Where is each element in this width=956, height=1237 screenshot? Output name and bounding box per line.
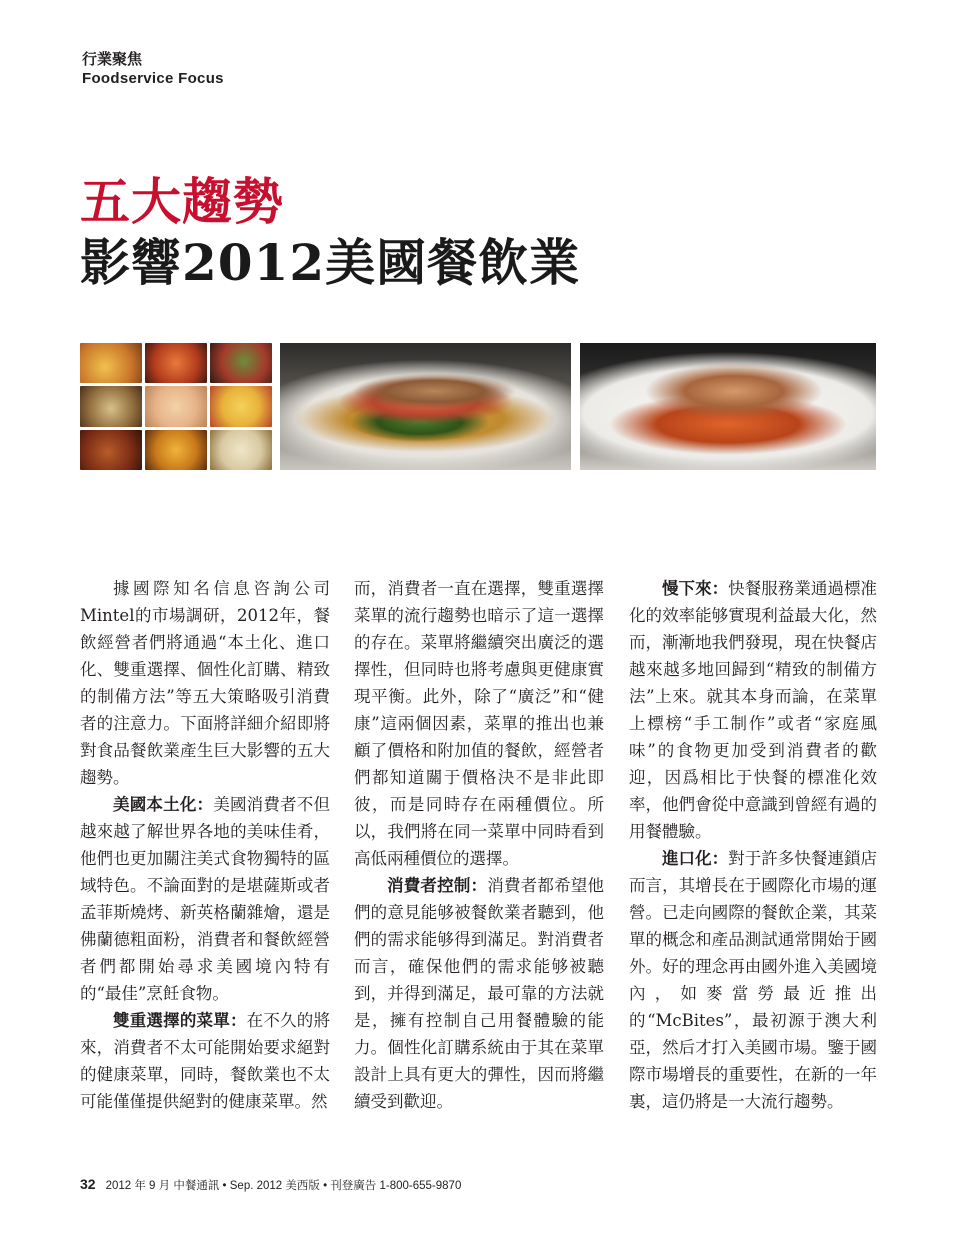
paragraph-body: 快餐服務業通過標准化的效率能够實現利益最大化，然而，漸漸地我們發現，現在快餐店越來越多地回歸到“精致的制備方法”上來。就其本身而論，在菜單上標榜“手工制作”或者“家庭風味”的食物更加受到消費者的歡迎，因爲相比于快餐的標准化效率，他們會從中意識到曾經有過的用餐體驗。 (629, 579, 878, 841)
paragraph-body: 在不久的將來，消費者不太可能開始要求絕對的健康菜單，同時，餐飲業也不太可能僅僅提供絕對的健康菜單。然 (80, 1011, 331, 1111)
collage-tile (80, 386, 142, 426)
collage-tile (145, 430, 207, 470)
title-line-1: 五大趨勢 (80, 172, 284, 231)
paragraph: 而，消費者一直在選擇，雙重選擇菜單的流行趨勢也暗示了這一選擇的存在。菜單將繼續突出廣泛的選擇性，但同時也將考慮與更健康實現平衡。此外，除了“廣泛”和“健康”這兩個因素，菜單的推出也兼顧了價格和附加值的餐飲，經營者們都知道關于價格決不是非此即彼，而是同時存在兩種價位。所以，我們將在同一菜單中同時看到高低兩種價位的選擇。 (354, 579, 604, 868)
article-title (80, 172, 580, 294)
paragraph-body: 消費者都希望他們的意見能够被餐飲業者聽到，他們的需求能够得到滿足。對消費者而言，確保他們的需求能够被聽到，并得到滿足，最可靠的方法就是，擁有控制自己用餐體驗的能力。個性化訂購系統由于其在菜單設計上具有更大的彈性，因而將繼續受到歡迎。 (354, 876, 605, 1111)
paragraph-heading: 慢下來： (662, 579, 729, 598)
collage-tile (210, 386, 272, 426)
paragraph-body: 對于許多快餐連鎖店而言，其增長在于國際化市場的運營。已走向國際的餐飲企業，其菜單的概念和產品測試通常開始于國外。好的理念再由國外進入美國境內，如麥當勞最近推出的“McBites”，最初源于澳大利亞，然后才打入美國市場。鑒于國際市場增長的重要性，在新的一年裏，這仍將是一大流行趨勢。 (629, 849, 878, 1111)
collage-tile (80, 343, 142, 383)
collage-tile (145, 343, 207, 383)
page-footer (80, 1176, 461, 1193)
paragraph-heading: 進口化： (662, 849, 729, 868)
footer-text: 2012 年 9 月 中餐通訊 • Sep. 2012 美西版 • 刊登廣告 1-800-655-9870 (105, 1180, 462, 1192)
paragraph (80, 1007, 330, 1115)
food-collage-image (80, 343, 272, 470)
article-column-3 (629, 575, 877, 1115)
paragraph (80, 791, 330, 1007)
paragraph (354, 872, 604, 1115)
collage-tile (145, 386, 207, 426)
paragraph-heading: 美國本土化： (113, 795, 214, 814)
section-label-zh: 行業聚焦 (82, 51, 143, 68)
salmon-dish-photo (280, 343, 571, 470)
collage-tile (210, 430, 272, 470)
article-column-2 (354, 575, 604, 1115)
paragraph (629, 845, 877, 1115)
paragraph-heading: 雙重選擇的菜單： (113, 1011, 247, 1030)
section-label-en: Foodservice Focus (82, 70, 224, 87)
paragraph: 據國際知名信息咨詢公司Mintel的市場調研，2012年，餐飲經營者們將通過“本土化、進口化、雙重選擇、個性化訂購、精致的制備方法”等五大策略吸引消費者的注意力。下面將詳細介紹即將對食品餐飲業產生巨大影響的五大趨勢。 (80, 579, 330, 787)
collage-tile (80, 430, 142, 470)
collage-tile (210, 343, 272, 383)
paragraph-heading: 消費者控制： (387, 876, 488, 895)
title-line-2: 影響2012美國餐飲業 (80, 233, 581, 292)
page-number: 32 (80, 1176, 96, 1192)
crusted-meat-dish-photo (580, 343, 876, 470)
section-label (82, 50, 224, 88)
paragraph (629, 575, 877, 845)
article-column-1 (80, 575, 330, 1115)
paragraph-body: 美國消費者不但越來越了解世界各地的美味佳肴，他們也更加關注美式食物獨特的區域特色。不論面對的是堪薩斯或者孟菲斯燒烤、新英格蘭雜燴，還是佛蘭德粗面粉，消費者和餐飲經營者們都開始尋求美國境內特有的“最佳”烹飪食物。 (80, 795, 331, 1003)
